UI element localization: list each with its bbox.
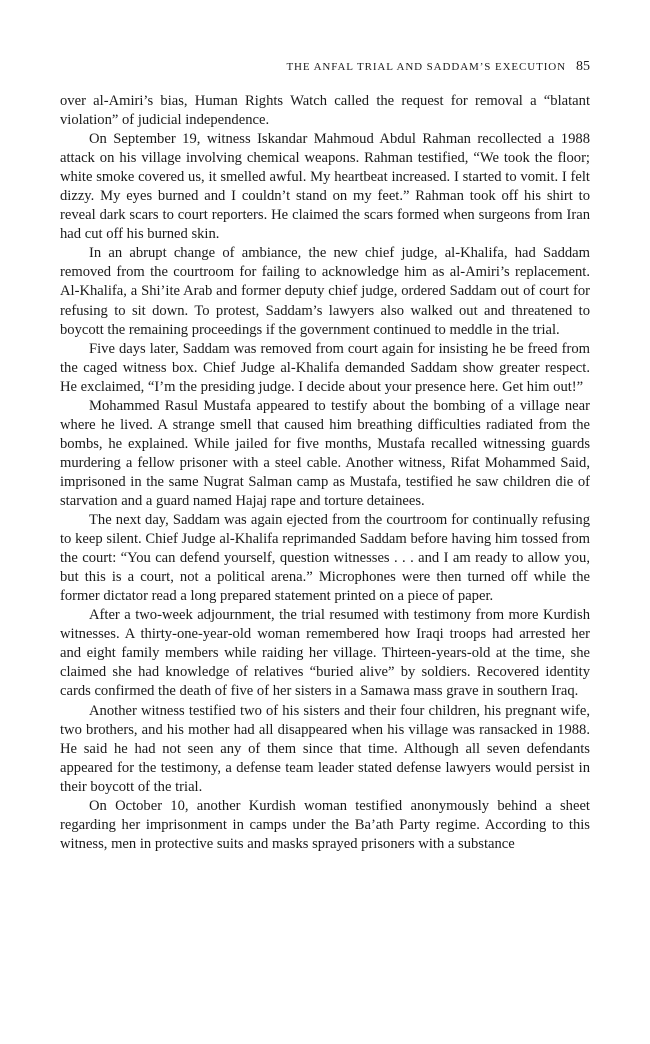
paragraph-8: Another witness testified two of his sisters and their four children, his pregnant wife, two brothers, and his mother had all disappeared when his village was ransacked in 1988. He said he had not seen any of them since that time. Although all seven defendants appeared for the testimony, a defense team leader stated defense lawyers would persist in their boycott of the trial. xyxy=(60,702,590,795)
paragraph-1: over al-Amiri’s bias, Human Rights Watch called the request for removal a “blatant violation” of judicial independence. xyxy=(60,93,590,129)
paragraph-6: The next day, Saddam was again ejected from the courtroom for continually refusing to keep silent. Chief Judge al-Khalifa reprimanded Saddam before having him tossed from the court: “You can defend yourself, question witnesses . . . and I am ready to allow you, but this is a court, not a political arena.” Microphones were then turned off while the former dictator read a long prepared statement printed on a piece of paper. xyxy=(60,512,590,605)
body-text xyxy=(60,92,590,854)
paragraph-3: In an abrupt change of ambiance, the new chief judge, al-Khalifa, had Saddam removed from the courtroom for failing to acknowledge him as al-Amiri’s replacement. Al-Khalifa, a Shi’ite Arab and former deputy chief judge, ordered Saddam out of court for refusing to sit down. To protest, Saddam’s lawyers also walked out and threatened to boycott the remaining proceedings if the government continued to meddle in the trial. xyxy=(60,245,590,338)
paragraph-2: On September 19, witness Iskandar Mahmoud Abdul Rahman recollected a 1988 attack on his village involving chemical weapons. Rahman testified, “We took the floor; white smoke covered us, it smelled awful. My heartbeat increased. I started to vomit. I felt dizzy. My eyes burned and I couldn’t stand on my feet.” Rahman took off his shirt to reveal dark scars to court reporters. He claimed the scars formed when surgeons from Iran had cut off his burned skin. xyxy=(60,131,590,243)
running-head xyxy=(60,59,590,75)
paragraph-4: Five days later, Saddam was removed from court again for insisting he be freed from the caged witness box. Chief Judge al-Khalifa demanded Saddam show greater respect. He exclaimed, “I’m the presiding judge. I decide about your presence here. Get him out!” xyxy=(60,340,590,395)
paragraph-9: On October 10, another Kurdish woman testified anonymously behind a sheet regarding her imprisonment in camps under the Ba’ath Party regime. According to this witness, men in protective suits and masks sprayed prisoners with a substance xyxy=(60,797,590,852)
paragraph-7: After a two-week adjournment, the trial resumed with testimony from more Kurdish witnesses. A thirty-one-year-old woman remembered how Iraqi troops had arrested her and eight family members while raiding her village. Thirteen-years-old at the time, she claimed she had knowledge of relatives “buried alive” by soldiers. Recovered identity cards confirmed the death of five of her sisters in a Samawa mass grave in southern Iraq. xyxy=(60,607,590,700)
running-head-title: THE ANFAL TRIAL AND SADDAM’S EXECUTION xyxy=(286,61,566,73)
paragraph-5: Mohammed Rasul Mustafa appeared to testify about the bombing of a village near where he lived. A strange smell that caused him breathing difficulties radiated from the bombs, he explained. While jailed for five months, Mustafa recalled witnessing guards murdering a fellow prisoner with a steel cable. Another witness, Rifat Mohammed Said, imprisoned in the same Nugrat Salman camp as Mustafa, testified he saw children die of starvation and a guard named Hajaj rape and torture detainees. xyxy=(60,397,590,509)
page-number: 85 xyxy=(576,59,590,74)
